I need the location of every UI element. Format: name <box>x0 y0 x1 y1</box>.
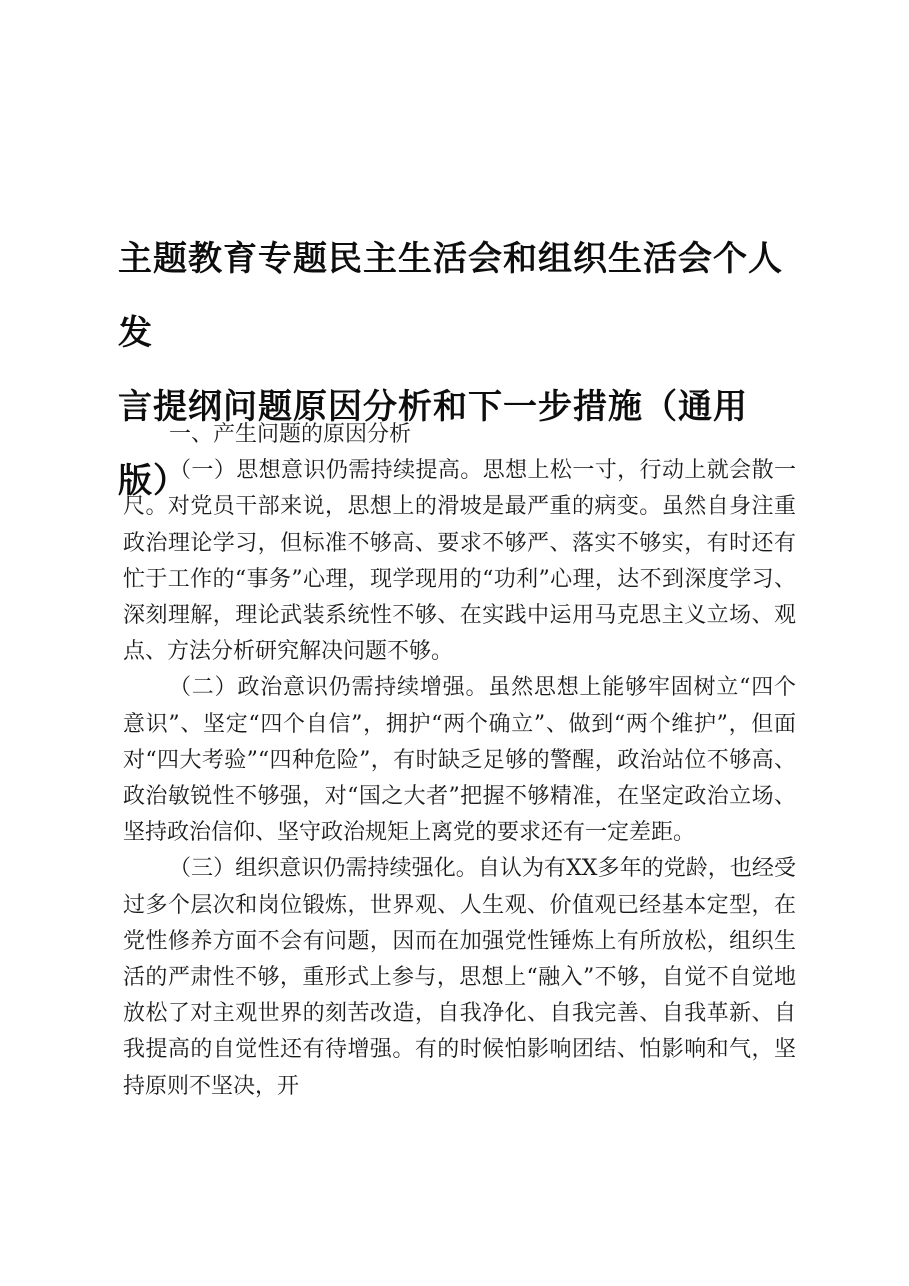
paragraph-3: （三）组织意识仍需持续强化。自认为有XX多年的党龄，也经受过多个层次和岗位锻炼，世界观、人生观、价值观已经基本定型，在党性修养方面不会有问题，因而在加强党性锤炼上有所放松，组织生活的严肃性不够，重形式上参与，思想上“融入”不够，自觉不自觉地放松了对主观世界的刻苦改造，自我净化、自我完善、自我革新、自我提高的自觉性还有待增强。有的时候怕影响团结、怕影响和气，坚持原则不坚决，开 <box>123 856 796 1099</box>
paragraph-2: （二）政治意识仍需持续增强。虽然思想上能够牢固树立“四个意识”、坚定“四个自信”，拥护“两个确立”、做到“两个维护”，但面对“四大考验”“四种危险”，有时缺乏足够的警醒，政治站位不够高、政治敏锐性不够强，对“国之大者”把握不够精准，在坚定政治立场、坚持政治信仰、坚守政治规矩上离党的要求还有一定差距。 <box>123 675 796 846</box>
title-line-2: 言提纲问题原因分析和下一步措施（通用版） <box>118 387 748 501</box>
paragraph-1: （一）思想意识仍需持续提高。思想上松一寸，行动上就会散一尺。对党员干部来说，思想上的滑坡是最严重的病变。虽然自身注重政治理论学习，但标准不够高、要求不够严、落实不够实，有时还有忙于工作的“事务”心理，现学现用的“功利”心理，达不到深度学习、深刻理解，理论武装系统性不够、在实践中运用马克思主义立场、观点、方法分析研究解决问题不够。 <box>123 458 796 665</box>
title-line-1: 主题教育专题民主生活会和组织生活会个人发 <box>118 239 783 353</box>
document-body <box>123 417 796 1105</box>
section-heading: 一、产生问题的原因分析 <box>169 422 412 447</box>
